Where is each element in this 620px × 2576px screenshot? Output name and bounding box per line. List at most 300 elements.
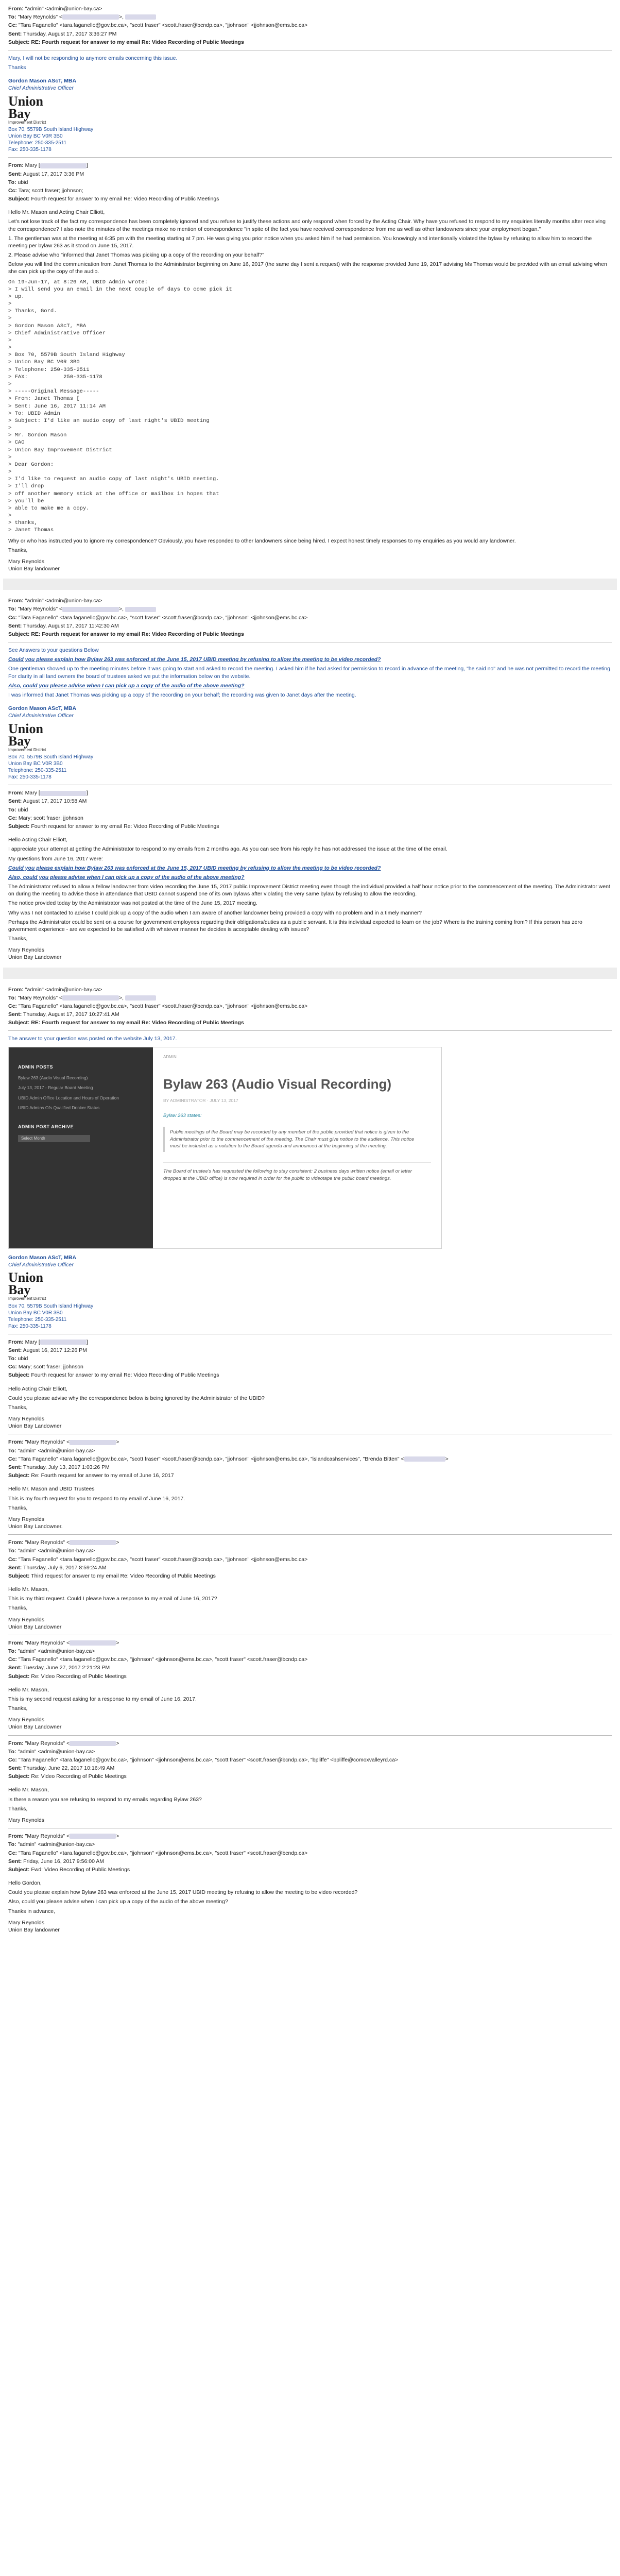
paragraph: Let's not lose track of the fact my correspondence has been completely ignored and you refuse to justify these actions and only respond when forced by the Acting Chair. Why have you refused to respond to my enquiries literally months after receiving the correspondence? I also note the minutes of the meetings make no mention of correspondence "in spite of the fact you have received correspondence from me as well as other landowners since your employment began." <box>8 218 606 232</box>
quoted-block <box>8 279 612 534</box>
quote-header: On 19-Jun-17, at 8:26 AM, UBID Admin wrote: <box>8 279 148 285</box>
sender-role: Union Bay landowner <box>8 1926 60 1933</box>
quote-line: > Gordon Mason AScT, MBA <box>8 323 87 329</box>
page-separator <box>3 968 617 979</box>
sent-label: Sent: <box>8 622 22 629</box>
quote-line: > -----Original Message----- <box>8 388 99 395</box>
cc-label: Cc: <box>8 187 17 194</box>
website-quote: Public meetings of the Board may be recorded by any member of the public provided that notice is given to the Administrator prior to the commencement of the meeting. The Chair must give notice to the audience. This notice must be included as a notation to the Board agenda and announced at the beginning of the meeting. <box>163 1127 431 1152</box>
email-2-to: To: "Mary Reynolds" < >, <box>8 605 612 613</box>
question-2: Also, could you please advise when I can pick up a copy of the audio of the above meeting? <box>8 874 245 880</box>
redacted-address <box>62 995 119 1001</box>
redacted-address <box>40 791 87 796</box>
website-sidebar <box>9 1047 153 1248</box>
from-value: "Mary Reynolds" < <box>25 1639 70 1646</box>
logo-word: Union <box>8 1269 43 1285</box>
greeting: Hello Mr. Mason and Acting Chair Elliott, <box>8 209 105 216</box>
to-value: "Mary Reynolds" < <box>18 606 62 613</box>
divider <box>8 1030 612 1031</box>
cc-value: "Tara Faganello" <tara.faganello@gov.bc.ca>, "jjohnson" <jjohnson@ems.bc.ca>, "scott fraser" <scott.fraser@bcndp.ca> <box>18 1850 308 1856</box>
sender-name: Mary Reynolds <box>8 1717 45 1723</box>
quoted-to <box>8 1841 612 1848</box>
sent-value: Thursday, August 17, 2017 11:42:30 AM <box>23 622 119 629</box>
signature-address: Union Bay BC V0R 3B0 <box>8 1310 63 1316</box>
archive-month-select[interactable]: Select Month <box>18 1135 90 1142</box>
signature-name: Gordon Mason AScT, MBA <box>8 705 77 712</box>
email-3-from <box>8 986 612 993</box>
subject-label: Subject: <box>8 1866 30 1873</box>
email-3 <box>3 981 617 1938</box>
quoted-to <box>8 1547 612 1554</box>
from-value: "admin" <admin@union-bay.ca> <box>25 598 102 604</box>
from-label: From: <box>8 6 24 12</box>
body-text: See Answers to your questions Below <box>8 647 99 654</box>
sent-value: Thursday, August 17, 2017 10:27:41 AM <box>23 1011 119 1018</box>
sender-name: Mary Reynolds <box>8 1416 45 1422</box>
to-value: ubid <box>18 1355 28 1362</box>
to-label: To: <box>8 1648 16 1655</box>
signature-address: Box 70, 5579B South Island Highway <box>8 754 94 760</box>
to-value: "admin" <admin@union-bay.ca> <box>18 1841 95 1848</box>
question-1: Could you please explain how Bylaw 263 was enforced at the June 15, 2017 UBID meeting by refusing to allow the meeting to be video recorded? <box>8 656 381 663</box>
quoted-subject <box>8 1472 612 1479</box>
sent-value: August 17, 2017 3:36 PM <box>23 171 84 177</box>
to-label: To: <box>8 14 16 21</box>
cc-value: "Tara Faganello" <tara.faganello@gov.bc.ca>, "scott fraser" <scott.fraser@bcndp.ca>, "jjohnson" <jjohnson@ems.bc.ca> <box>18 614 308 621</box>
email-2-from <box>8 597 612 604</box>
page-separator <box>3 579 617 590</box>
divider <box>8 1735 612 1736</box>
closing: Thanks, <box>8 1705 28 1712</box>
redacted-address <box>404 1456 445 1462</box>
sender-role: Union Bay Landowner <box>8 1623 62 1630</box>
to-label: To: <box>8 1548 16 1554</box>
quoted-sent <box>8 1564 612 1571</box>
to-label: To: <box>8 1841 16 1848</box>
paragraph: Could you please advise why the correspondence below is being ignored by the Administrator of the UBID? <box>8 1395 265 1401</box>
quote-line: > Dear Gordon: <box>8 461 54 468</box>
quote-line: > I'll drop <box>8 483 44 490</box>
cc-label: Cc: <box>8 1850 17 1856</box>
website-screenshot <box>8 1047 442 1249</box>
redacted-address <box>70 1440 116 1445</box>
signature-title: Chief Administrative Officer <box>8 713 74 719</box>
redacted-address <box>125 14 156 20</box>
to-label: To: <box>8 606 16 613</box>
quote-line: > <box>8 301 12 308</box>
quote-line: > Janet Thomas <box>8 527 54 534</box>
closing: Thanks, <box>8 1805 28 1812</box>
website-tag: ADMIN <box>163 1054 177 1059</box>
email-1-subject <box>8 39 612 46</box>
sender-name: Mary Reynolds <box>8 558 45 565</box>
quoted-subject <box>8 823 612 830</box>
signature-address: Union Bay BC V0R 3B0 <box>8 133 63 140</box>
paragraph: This is my fourth request for you to respond to my email of June 16, 2017. <box>8 1495 185 1502</box>
from-value: Mary [ <box>25 1338 40 1345</box>
quoted-sent <box>8 1765 612 1772</box>
closing: Thanks, <box>8 1605 28 1612</box>
cc-label: Cc: <box>8 614 17 621</box>
quoted-subject <box>8 1673 612 1680</box>
divider <box>8 157 612 158</box>
sender-role: Union Bay Landowner <box>8 1423 62 1430</box>
sent-value: Thursday, July 13, 2017 1:03:26 PM <box>23 1464 110 1470</box>
cc-value: Mary; scott fraser; jjohnson <box>18 1364 83 1370</box>
cc-value: "Tara Faganello" <tara.faganello@gov.bc.ca>, "jjohnson" <jjohnson@ems.bc.ca>, "scott fraser" <scott.fraser@bcndp.ca> <box>18 1656 308 1663</box>
quoted-subject <box>8 1773 612 1780</box>
quoted-cc <box>8 1656 612 1663</box>
sidebar-link[interactable]: Bylaw 263 (Audio Visual Recording) <box>18 1075 88 1080</box>
to-label: To: <box>8 179 16 185</box>
to-value: "admin" <admin@union-bay.ca> <box>18 1548 95 1554</box>
from-value: "Mary Reynolds" < <box>25 1740 70 1747</box>
quoted-from: From: "Mary Reynolds" < > <box>8 1740 119 1747</box>
quote-line: > Thanks, Gord. <box>8 308 57 315</box>
subject-label: Subject: <box>8 1020 30 1026</box>
sent-value: August 16, 2017 12:26 PM <box>23 1347 87 1353</box>
email-1-from <box>8 5 612 12</box>
cc-value: "Tara Faganello" <tara.faganello@gov.bc.ca>, "scott fraser" <scott.fraser@bcndp.ca>, "jjohnson" <jjohnson@ems.bc.ca> <box>18 22 308 29</box>
quote-line: > Subject: I'd like an audio copy of last night's UBID meeting <box>8 417 210 424</box>
quote-line: > able to make me a copy. <box>8 505 90 512</box>
greeting: Hello Acting Chair Elliott, <box>8 837 67 843</box>
cc-label: Cc: <box>8 1756 17 1763</box>
subject-label: Subject: <box>8 196 30 202</box>
quoted-subject <box>8 195 612 202</box>
subject-label: Subject: <box>8 631 30 637</box>
quoted-to <box>8 806 612 814</box>
subject-value: RE: Fourth request for answer to my email Re: Video Recording of Public Meetings <box>31 1020 244 1026</box>
quoted-from: From: Mary [ ] <box>8 790 88 796</box>
quote-line: > I will send you an email in the next couple of days to come pick it <box>8 286 232 293</box>
quote-line: > off another memory stick at the office or mailbox in hopes that <box>8 490 219 497</box>
signature-phone: Telephone: 250-335-2511 <box>8 1316 67 1323</box>
email-1-to: To: "Mary Reynolds" < >, <box>8 13 612 21</box>
body-text: Thanks <box>8 64 26 71</box>
paragraph: Also, could you please advise when I can pick up a copy of the audio of the above meeting? <box>8 1899 228 1905</box>
cc-label: Cc: <box>8 815 17 821</box>
quote-line: > Sent: June 16, 2017 11:14 AM <box>8 403 106 410</box>
quote-line: > To: UBID Admin <box>8 410 60 417</box>
quoted-sent <box>8 171 612 178</box>
paragraph: Perhaps the Administrator could be sent on a course for government employees regarding their obligations/duties as a public servant. It is this individual expected to learn on the job? Where is the training coming from? If this person has zero government experience - are we expected to be satisfied with whatever manner he decides is acceptable dealing with issues? <box>8 919 582 933</box>
cc-label: Cc: <box>8 1656 17 1663</box>
sender-name: Mary Reynolds <box>8 1516 45 1522</box>
union-bay-logo <box>8 95 612 126</box>
email-3-to: To: "Mary Reynolds" < >, <box>8 994 612 1002</box>
quoted-from: From: "Mary Reynolds" < > <box>8 1833 119 1840</box>
paragraph: This is my second request asking for a response to my email of June 16, 2017. <box>8 1696 197 1702</box>
cc-label: Cc: <box>8 1556 17 1563</box>
sender-name: Mary Reynolds <box>8 1919 45 1926</box>
greeting: Hello Mr. Mason and UBID Trustees <box>8 1486 95 1493</box>
redacted-address <box>70 1640 116 1646</box>
quoted-to <box>8 1355 612 1362</box>
from-value: Mary [ <box>25 790 40 796</box>
to-label: To: <box>8 1748 16 1755</box>
to-value: "Mary Reynolds" < <box>18 994 62 1001</box>
quote-line: > FAX: 250-335-1178 <box>8 374 102 380</box>
redacted-address <box>125 607 156 612</box>
email-2 <box>3 592 617 965</box>
from-value: "Mary Reynolds" < <box>25 1833 70 1840</box>
to-value: "admin" <admin@union-bay.ca> <box>18 1648 95 1655</box>
email-3-sent <box>8 1011 612 1018</box>
quoted-cc <box>8 187 612 194</box>
redacted-address <box>62 14 119 20</box>
sidebar-link[interactable]: UBID Admins Ofs Qualified Drinker Status <box>18 1105 100 1111</box>
from-label: From: <box>8 1338 24 1345</box>
quote-line: > Chief Administrative Officer <box>8 330 106 336</box>
signature-address: Box 70, 5579B South Island Highway <box>8 1303 94 1309</box>
from-label: From: <box>8 1539 24 1546</box>
paragraph: My questions from June 16, 2017 were: <box>8 855 103 862</box>
greeting: Hello Gordon, <box>8 1880 42 1887</box>
paragraph: 1. The gentleman was at the meeting at 6:35 pm with the meeting starting at 7 pm. He was giving you prior notice when you asked him if he had permission. You knowingly and intentionally violated the bylaw by refusing to allow him to record the meeting per bylaw 263 as it stood on June 15, 2017. <box>8 235 592 249</box>
logo-word: Bay <box>8 733 31 749</box>
subject-value: Fourth request for answer to my email Re: Video Recording of Public Meetings <box>31 196 219 202</box>
redacted-address <box>70 1540 116 1545</box>
paragraph: This is my third request. Could I please have a response to my email of June 16, 2017? <box>8 1596 217 1602</box>
quote-line: > <box>8 425 12 432</box>
cc-label: Cc: <box>8 1003 17 1009</box>
answer-2: I was informed that Janet Thomas was picking up a copy of the recording on your behalf; the recording was given to Janet days after the meeting. <box>8 692 356 698</box>
closing: Thanks, <box>8 547 28 553</box>
answer-1: One gentleman showed up to the meeting minutes before it was going to start and asked to record the meeting. I asked him if he had asked for permission to record in advance of the meeting, "he said no" and he was not permitted to record the meeting. For clarity in all land owners the board of trustees asked we put the information below on the website. <box>8 666 612 680</box>
from-label: From: <box>8 1740 24 1747</box>
quoted-subject <box>8 1866 612 1873</box>
body-text: The answer to your question was posted on the website July 13, 2017. <box>8 1036 177 1042</box>
quoted-to <box>8 179 612 186</box>
sender-role: Union Bay Landowner <box>8 1724 62 1731</box>
to-label: To: <box>8 1355 16 1362</box>
sender-role: Union Bay Landowner. <box>8 1523 63 1530</box>
sent-value: Thursday, July 6, 2017 8:59:24 AM <box>23 1564 107 1571</box>
website-bylaw-line: Bylaw 263 states: <box>163 1112 202 1118</box>
quote-line: > thanks, <box>8 520 38 527</box>
subject-value: Fourth request for answer to my email Re: Video Recording of Public Meetings <box>31 823 219 829</box>
sent-label: Sent: <box>8 798 22 805</box>
from-label: From: <box>8 598 24 604</box>
paragraph: The notice provided today by the Administrator was not posted at the time of the June 15, 2017 meeting. <box>8 900 257 907</box>
signature-name: Gordon Mason AScT, MBA <box>8 78 77 84</box>
cc-value: "Tara Faganello" <tara.faganello@gov.bc.ca>, "scott fraser" <scott.fraser@bcndp.ca>, "jjohnson" <jjohnson@ems.bc.ca> <box>18 1556 308 1563</box>
redacted-address <box>40 163 87 168</box>
quoted-cc <box>8 1756 612 1764</box>
from-label: From: <box>8 1833 24 1840</box>
paragraph: 2. Please advise who "informed that Janet Thomas was picking up a copy of the recording on your behalf?" <box>8 252 264 259</box>
to-value: "admin" <admin@union-bay.ca> <box>18 1447 95 1454</box>
subject-value: Re: Video Recording of Public Meetings <box>31 1673 127 1680</box>
quoted-sent <box>8 1464 612 1471</box>
quoted-to <box>8 1748 612 1755</box>
logo-word: Bay <box>8 106 31 121</box>
subject-label: Subject: <box>8 1372 30 1379</box>
signature-title: Chief Administrative Officer <box>8 85 74 92</box>
cc-value: Mary; scott fraser; jjohnson <box>18 815 83 821</box>
quote-line: > <box>8 315 12 322</box>
sender-role: Union Bay Landowner <box>8 954 62 961</box>
closing: Thanks, <box>8 1504 28 1511</box>
sent-label: Sent: <box>8 30 22 37</box>
email-3-subject <box>8 1019 612 1026</box>
quoted-subject <box>8 1572 612 1580</box>
sent-value: Thursday, August 17, 2017 3:36:27 PM <box>23 30 117 37</box>
quoted-from: From: "Mary Reynolds" < > <box>8 1439 119 1446</box>
sidebar-link[interactable]: UBID Admin Office Location and Hours of Operation <box>18 1095 119 1100</box>
logo-word: Union <box>8 93 43 109</box>
quote-line: > Mr. Gordon Mason <box>8 432 67 439</box>
quoted-from: From: "Mary Reynolds" < > <box>8 1639 119 1646</box>
sender-name: Mary Reynolds <box>8 947 45 954</box>
from-value: "Mary Reynolds" < <box>25 1539 70 1546</box>
signature-fax: Fax: 250-335-1178 <box>8 1323 51 1329</box>
logo-word: Union <box>8 721 43 736</box>
website-post-title: Bylaw 263 (Audio Visual Recording) <box>163 1076 392 1092</box>
subject-label: Subject: <box>8 1673 30 1680</box>
from-label: From: <box>8 790 24 796</box>
quote-line: > Union Bay BC V0R 3B0 <box>8 359 80 366</box>
signature-phone: Telephone: 250-335-2511 <box>8 768 67 774</box>
website-main <box>153 1047 441 1248</box>
subject-value: Re: Fourth request for answer to my email of June 16, 2017 <box>31 1472 174 1479</box>
sender-role: Union Bay landowner <box>8 566 60 572</box>
to-value: "admin" <admin@union-bay.ca> <box>18 1748 95 1755</box>
greeting: Hello Mr. Mason, <box>8 1686 49 1693</box>
quoted-cc <box>8 1850 612 1857</box>
paragraph: Could you please explain how Bylaw 263 was enforced at the June 15, 2017 UBID meeting by refusing to allow the meeting to be video recorded? <box>8 1889 358 1896</box>
sent-label: Sent: <box>8 1765 22 1772</box>
cc-value: "Tara Faganello" <tara.faganello@gov.bc.ca>, "jjohnson" <jjohnson@ems.bc.ca>, "scott fraser" <scott.fraser@bcndp.ca>, "bpliffe" <bpliffe@comoxvalleyrd.ca> <box>18 1756 399 1763</box>
redacted-address <box>40 1340 87 1345</box>
to-value: ubid <box>18 179 28 185</box>
redacted-address <box>70 1741 116 1746</box>
quoted-subject <box>8 1371 612 1379</box>
quote-line: > <box>8 337 12 344</box>
quote-line: > Union Bay Improvement District <box>8 447 112 453</box>
greeting: Hello Mr. Mason, <box>8 1586 49 1593</box>
quoted-cc <box>8 1556 612 1563</box>
from-value: "admin" <admin@union-bay.ca> <box>25 6 102 12</box>
quote-line: > you'll be <box>8 498 44 504</box>
quote-line: > up. <box>8 293 25 300</box>
subject-label: Subject: <box>8 1773 30 1780</box>
sent-label: Sent: <box>8 1011 22 1018</box>
subject-value: Fwd: Video Recording of Public Meetings <box>31 1866 130 1873</box>
sidebar-caption: ADMIN POSTS <box>18 1064 54 1070</box>
quote-line: > <box>8 513 12 519</box>
closing: Thanks, <box>8 1404 28 1411</box>
subject-value: RE: Fourth request for answer to my email Re: Video Recording of Public Meetings <box>31 39 244 45</box>
greeting: Hello Acting Chair Elliott, <box>8 1385 67 1392</box>
closing: Thanks in advance, <box>8 1908 56 1914</box>
logo-subtitle: Improvement District <box>8 747 46 752</box>
paragraph: Is there a reason you are refusing to respond to my emails regarding Bylaw 263? <box>8 1796 202 1803</box>
sent-label: Sent: <box>8 1665 22 1671</box>
from-label: From: <box>8 1439 24 1446</box>
union-bay-logo <box>8 723 612 753</box>
from-label: From: <box>8 162 24 169</box>
from-value: "admin" <admin@union-bay.ca> <box>25 986 102 993</box>
from-label: From: <box>8 1639 24 1646</box>
question-2: Also, could you please advise when I can pick up a copy of the audio of the above meeting? <box>8 682 245 689</box>
quote-line: > I'd like to request an audio copy of last night's UBID meeting. <box>8 476 219 483</box>
subject-value: Re: Video Recording of Public Meetings <box>31 1773 127 1780</box>
signature-name: Gordon Mason AScT, MBA <box>8 1254 77 1261</box>
quoted-cc <box>8 815 612 822</box>
to-label: To: <box>8 806 16 813</box>
from-value: "Mary Reynolds" < <box>25 1439 70 1446</box>
cc-label: Cc: <box>8 22 17 29</box>
email-2-subject <box>8 631 612 638</box>
quoted-sent <box>8 1347 612 1354</box>
redacted-address <box>62 607 119 612</box>
greeting: Hello Mr. Mason, <box>8 1787 49 1793</box>
email-1-cc <box>8 22 612 29</box>
subject-label: Subject: <box>8 39 30 45</box>
quoted-cc: Cc: "Tara Faganello" <tara.faganello@gov.bc.ca>, "scott fraser" <scott.fraser@bcndp.ca>, "jjohnson" <jjohnson@ems.bc.ca>, "islandcashservices", "Brenda Bitten" < > <box>8 1455 449 1462</box>
quote-line: > From: Janet Thomas [ <box>8 396 80 402</box>
quote-line: > Box 70, 5579B South Island Highway <box>8 352 125 359</box>
quote-lines <box>8 286 612 534</box>
question-1: Could you please explain how Bylaw 263 was enforced at the June 15, 2017 UBID meeting by refusing to allow the meeting to be video recorded? <box>8 865 381 871</box>
paragraph: Below you will find the communication from Janet Thomas to the Administrator beginning on June 16, 2017 (the same day I sent a request) with the response provided June 19, 2017 advising Ms Thomas would be provided with an email advising when she can pick up the copy of the audio. <box>8 261 607 275</box>
to-label: To: <box>8 1447 16 1454</box>
to-value: ubid <box>18 806 28 813</box>
subject-value: Third request for answer to my email Re: Video Recording of Public Meetings <box>31 1572 216 1579</box>
sent-label: Sent: <box>8 1347 22 1353</box>
logo-subtitle: Improvement District <box>8 120 46 125</box>
sender-name: Mary Reynolds <box>8 1817 45 1823</box>
cc-label: Cc: <box>8 1455 17 1462</box>
subject-value: Fourth request for answer to my email Re: Video Recording of Public Meetings <box>31 1372 219 1379</box>
subject-label: Subject: <box>8 1572 30 1579</box>
email-2-cc <box>8 614 612 621</box>
quoted-sent <box>8 798 612 805</box>
sent-label: Sent: <box>8 1858 22 1865</box>
sent-value: August 17, 2017 10:58 AM <box>23 798 87 805</box>
subject-value: RE: Fourth request for answer to my email Re: Video Recording of Public Meetings <box>31 631 244 637</box>
quote-line: > <box>8 381 12 387</box>
quote-line: > CAO <box>8 439 25 446</box>
body-text: Mary, I will not be responding to anymore emails concerning this issue. <box>8 55 178 61</box>
logo-subtitle: Improvement District <box>8 1296 46 1301</box>
website-note: The Board of trustee's has requested the following to stay consistent: 2 business days written notice (email or letter dropped at the UBID office) is now required in order for the public to videotape the public board meetings. <box>163 1162 431 1182</box>
signature-address: Box 70, 5579B South Island Highway <box>8 127 94 133</box>
quoted-sent <box>8 1664 612 1671</box>
from-value: Mary [ <box>25 162 40 169</box>
signature-fax: Fax: 250-335-1178 <box>8 774 51 781</box>
redacted-address <box>70 1834 116 1839</box>
sent-label: Sent: <box>8 171 22 177</box>
cc-value: "Tara Faganello" <tara.faganello@gov.bc.ca>, "scott fraser" <scott.fraser@bcndp.ca>, "jjohnson" <jjohnson@ems.bc.ca> <box>18 1455 308 1462</box>
email-1-sent <box>8 30 612 38</box>
quote-line: > <box>8 345 12 351</box>
closing: Thanks, <box>8 936 28 942</box>
sidebar-link[interactable]: July 13, 2017 - Regular Board Meeting <box>18 1085 93 1091</box>
quoted-to <box>8 1648 612 1655</box>
email-2-sent <box>8 622 612 630</box>
to-value: "Mary Reynolds" < <box>18 14 62 21</box>
paragraph: Why was I not contacted to advise I could pick up a copy of the audio when I am aware of another landowner being provided a copy with no problem and in a timely manner? <box>8 909 422 916</box>
signature-fax: Fax: 250-335-1178 <box>8 147 51 153</box>
subject-label: Subject: <box>8 823 30 829</box>
cc-value: Tara; scott fraser; jjohnson; <box>18 187 83 194</box>
signature-phone: Telephone: 250-335-2511 <box>8 140 67 146</box>
quoted-sent <box>8 1858 612 1865</box>
subject-label: Subject: <box>8 1472 30 1479</box>
